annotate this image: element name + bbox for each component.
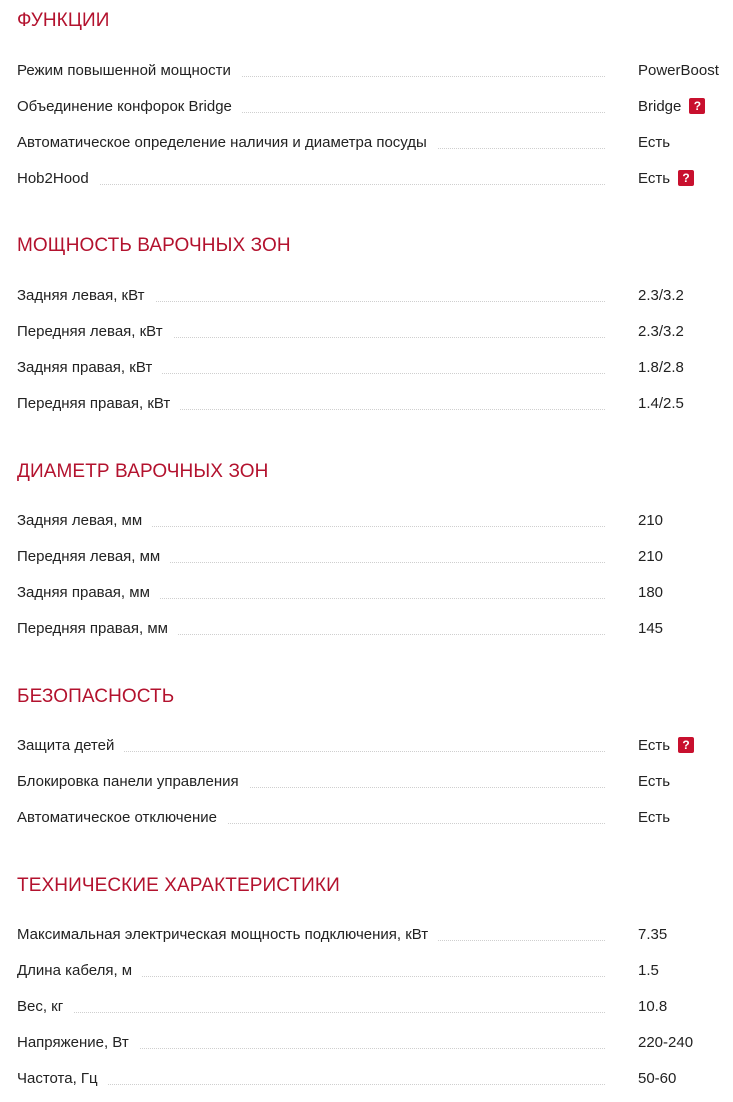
spec-value bbox=[638, 1033, 693, 1053]
spec-value bbox=[638, 1069, 676, 1089]
section-title-zone-power: МОЩНОСТЬ ВАРОЧНЫХ ЗОН bbox=[17, 235, 291, 256]
question-help-icon[interactable]: ? bbox=[689, 98, 705, 114]
section-title-zone-diameter: ДИАМЕТР ВАРОЧНЫХ ЗОН bbox=[17, 461, 269, 482]
spec-value-text: 145 bbox=[638, 620, 664, 637]
spec-row bbox=[17, 997, 733, 1017]
spec-row bbox=[17, 583, 733, 603]
spec-value-text: 10.8 bbox=[638, 998, 668, 1015]
spec-value bbox=[638, 169, 694, 189]
spec-value bbox=[638, 547, 663, 567]
leader-dots bbox=[17, 1012, 605, 1013]
spec-label: Блокировка панели управления bbox=[17, 772, 249, 792]
spec-label: Объединение конфорок Bridge bbox=[17, 97, 242, 117]
spec-row bbox=[17, 1033, 733, 1053]
spec-label: Автоматическое определение наличия и диаметра посуды bbox=[17, 133, 437, 153]
spec-label: Режим повышенной мощности bbox=[17, 61, 241, 81]
spec-label: Задняя правая, мм bbox=[17, 583, 160, 603]
spec-value bbox=[638, 772, 670, 792]
spec-label: Hob2Hood bbox=[17, 169, 99, 189]
spec-value bbox=[638, 808, 670, 828]
spec-value bbox=[638, 358, 684, 378]
spec-label: Задняя левая, кВт bbox=[17, 286, 155, 306]
spec-value-text: 2.3/3.2 bbox=[638, 323, 684, 340]
spec-value bbox=[638, 961, 659, 981]
question-help-icon[interactable]: ? bbox=[678, 170, 694, 186]
spec-row bbox=[17, 394, 733, 414]
spec-value bbox=[638, 583, 663, 603]
spec-row bbox=[17, 286, 733, 306]
section-title-safety: БЕЗОПАСНОСТЬ bbox=[17, 686, 175, 707]
spec-label: Максимальная электрическая мощность подключения, кВт bbox=[17, 925, 438, 945]
spec-row bbox=[17, 322, 733, 342]
spec-value-text: Есть bbox=[638, 737, 671, 754]
spec-value-text: 7.35 bbox=[638, 926, 668, 943]
spec-value-text: 210 bbox=[638, 512, 664, 529]
spec-label: Передняя левая, кВт bbox=[17, 322, 173, 342]
spec-value-text: 180 bbox=[638, 584, 664, 601]
leader-dots bbox=[17, 184, 605, 185]
spec-row bbox=[17, 619, 733, 639]
spec-value bbox=[638, 997, 667, 1017]
spec-label: Защита детей bbox=[17, 736, 124, 756]
spec-value bbox=[638, 736, 694, 756]
section-title-technical-specs: ТЕХНИЧЕСКИЕ ХАРАКТЕРИСТИКИ bbox=[17, 875, 340, 896]
spec-value-text: PowerBoost bbox=[638, 62, 719, 79]
spec-value bbox=[638, 619, 663, 639]
spec-value bbox=[638, 97, 705, 117]
spec-row bbox=[17, 736, 733, 756]
spec-row bbox=[17, 169, 733, 189]
spec-label: Автоматическое отключение bbox=[17, 808, 227, 828]
spec-row bbox=[17, 1069, 733, 1089]
spec-value bbox=[638, 925, 667, 945]
spec-value bbox=[638, 322, 684, 342]
spec-label: Вес, кг bbox=[17, 997, 73, 1017]
spec-row bbox=[17, 61, 733, 81]
spec-value-text: 50-60 bbox=[638, 1070, 677, 1087]
spec-label: Частота, Гц bbox=[17, 1069, 108, 1089]
spec-value-text: 1.5 bbox=[638, 962, 659, 979]
spec-label: Передняя правая, мм bbox=[17, 619, 178, 639]
spec-value-text: Есть bbox=[638, 809, 671, 826]
spec-value-text: Есть bbox=[638, 773, 671, 790]
spec-value-text: 2.3/3.2 bbox=[638, 287, 684, 304]
spec-label: Передняя левая, мм bbox=[17, 547, 170, 567]
spec-value bbox=[638, 511, 663, 531]
spec-value-text: 210 bbox=[638, 548, 664, 565]
spec-value bbox=[638, 394, 684, 414]
spec-label: Задняя правая, кВт bbox=[17, 358, 162, 378]
spec-value-text: Есть bbox=[638, 134, 671, 151]
spec-label: Задняя левая, мм bbox=[17, 511, 152, 531]
question-help-icon[interactable]: ? bbox=[678, 737, 694, 753]
spec-row bbox=[17, 358, 733, 378]
spec-value bbox=[638, 133, 670, 153]
spec-row bbox=[17, 961, 733, 981]
spec-value-text: 1.4/2.5 bbox=[638, 395, 684, 412]
spec-row bbox=[17, 97, 733, 117]
spec-row bbox=[17, 808, 733, 828]
spec-value bbox=[638, 61, 719, 81]
spec-label: Напряжение, Вт bbox=[17, 1033, 139, 1053]
section-title-functions: ФУНКЦИИ bbox=[17, 10, 110, 31]
spec-value-text: Есть bbox=[638, 170, 671, 187]
spec-value bbox=[638, 286, 684, 306]
spec-row bbox=[17, 547, 733, 567]
spec-row bbox=[17, 772, 733, 792]
spec-row bbox=[17, 925, 733, 945]
spec-row bbox=[17, 133, 733, 153]
spec-row bbox=[17, 511, 733, 531]
spec-label: Передняя правая, кВт bbox=[17, 394, 180, 414]
spec-label: Длина кабеля, м bbox=[17, 961, 142, 981]
spec-value-text: 220-240 bbox=[638, 1034, 694, 1051]
spec-value-text: Bridge bbox=[638, 98, 682, 115]
spec-value-text: 1.8/2.8 bbox=[638, 359, 684, 376]
